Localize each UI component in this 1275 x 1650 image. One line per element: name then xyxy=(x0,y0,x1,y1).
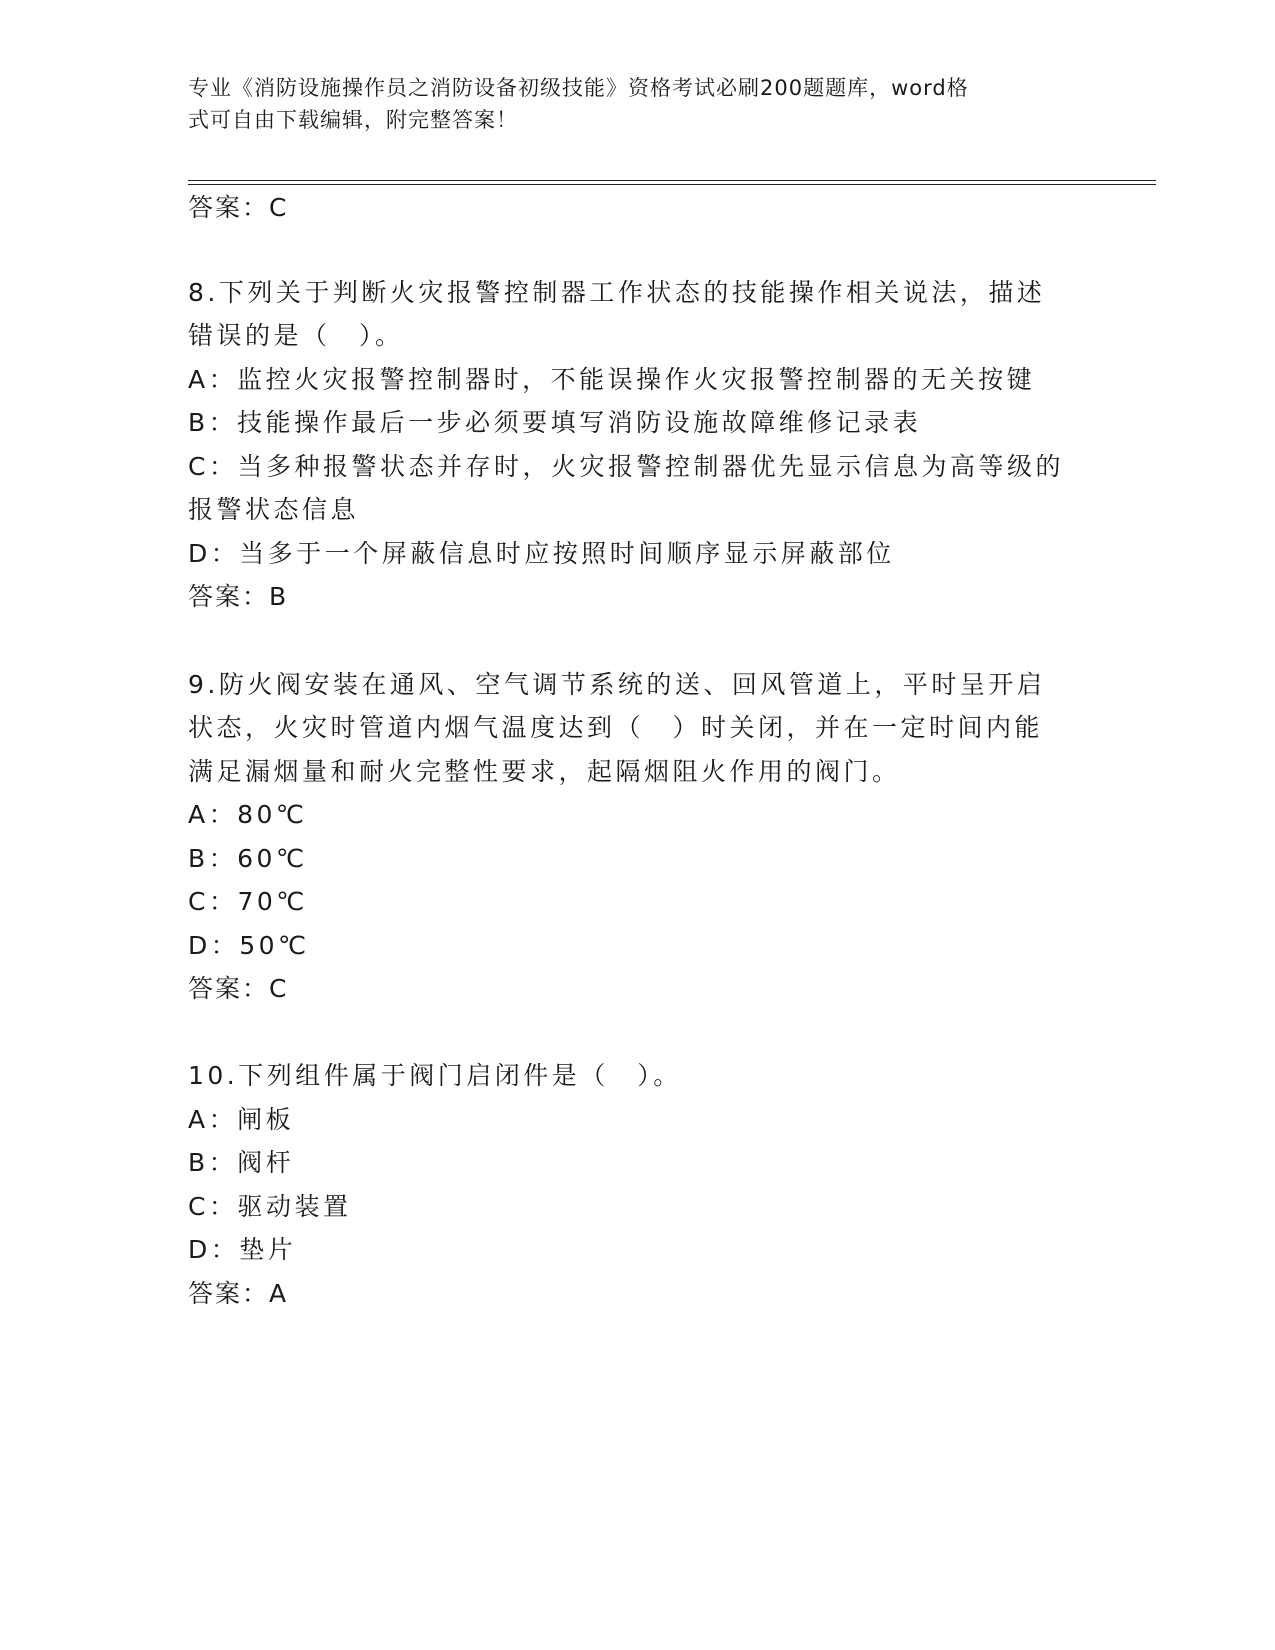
q9-option-d: D：50℃ xyxy=(188,931,310,960)
q9-stem-line-3: 满足漏烟量和耐火完整性要求，起隔烟阻火作用的阀门。 xyxy=(188,757,901,786)
q10-answer: 答案：A xyxy=(188,1279,289,1308)
q8-stem-line-1: 8.下列关于判断火灾报警控制器工作状态的技能操作相关说法，描述 xyxy=(188,278,1046,307)
q10-stem: 10.下列组件属于阀门启闭件是（ ）。 xyxy=(188,1061,682,1090)
q9-stem-line-1: 9.防火阀安装在通风、空气调节系统的送、回风管道上，平时呈开启 xyxy=(188,670,1046,699)
header-divider-top xyxy=(188,180,1156,181)
header-line-1: 专业《消防设施操作员之消防设备初级技能》资格考试必刷200题题库，word格 xyxy=(188,76,969,100)
q10-option-b: B：阀杆 xyxy=(188,1148,295,1177)
q8-option-b: B：技能操作最后一步必须要填写消防设施故障维修记录表 xyxy=(188,408,922,437)
q8-answer: 答案：B xyxy=(188,582,289,611)
q9-option-a: A：80℃ xyxy=(188,800,308,829)
previous-answer: 答案：C xyxy=(188,193,289,222)
q8-option-c-line-1: C：当多种报警状态并存时，火灾报警控制器优先显示信息为高等级的 xyxy=(188,452,1064,481)
header-divider-bottom xyxy=(188,184,1156,185)
q9-option-b: B：60℃ xyxy=(188,844,308,873)
q9-stem-line-2: 状态，火灾时管道内烟气温度达到（ ）时关闭，并在一定时间内能 xyxy=(188,713,1044,742)
q10-option-d: D：垫片 xyxy=(188,1235,297,1264)
q10-option-c: C：驱动装置 xyxy=(188,1192,352,1221)
document-header xyxy=(188,72,1068,136)
q10-option-a: A：闸板 xyxy=(188,1105,295,1134)
q9-answer: 答案：C xyxy=(188,974,289,1003)
q8-option-c-line-2: 报警状态信息 xyxy=(188,495,360,524)
q8-stem-line-2: 错误的是（ ）。 xyxy=(188,321,404,350)
q8-option-d: D：当多于一个屏蔽信息时应按照时间顺序显示屏蔽部位 xyxy=(188,539,895,568)
q9-option-c: C：70℃ xyxy=(188,887,308,916)
header-line-2: 式可自由下载编辑，附完整答案！ xyxy=(188,108,518,132)
q8-option-a: A：监控火灾报警控制器时，不能误操作火灾报警控制器的无关按键 xyxy=(188,365,1036,394)
